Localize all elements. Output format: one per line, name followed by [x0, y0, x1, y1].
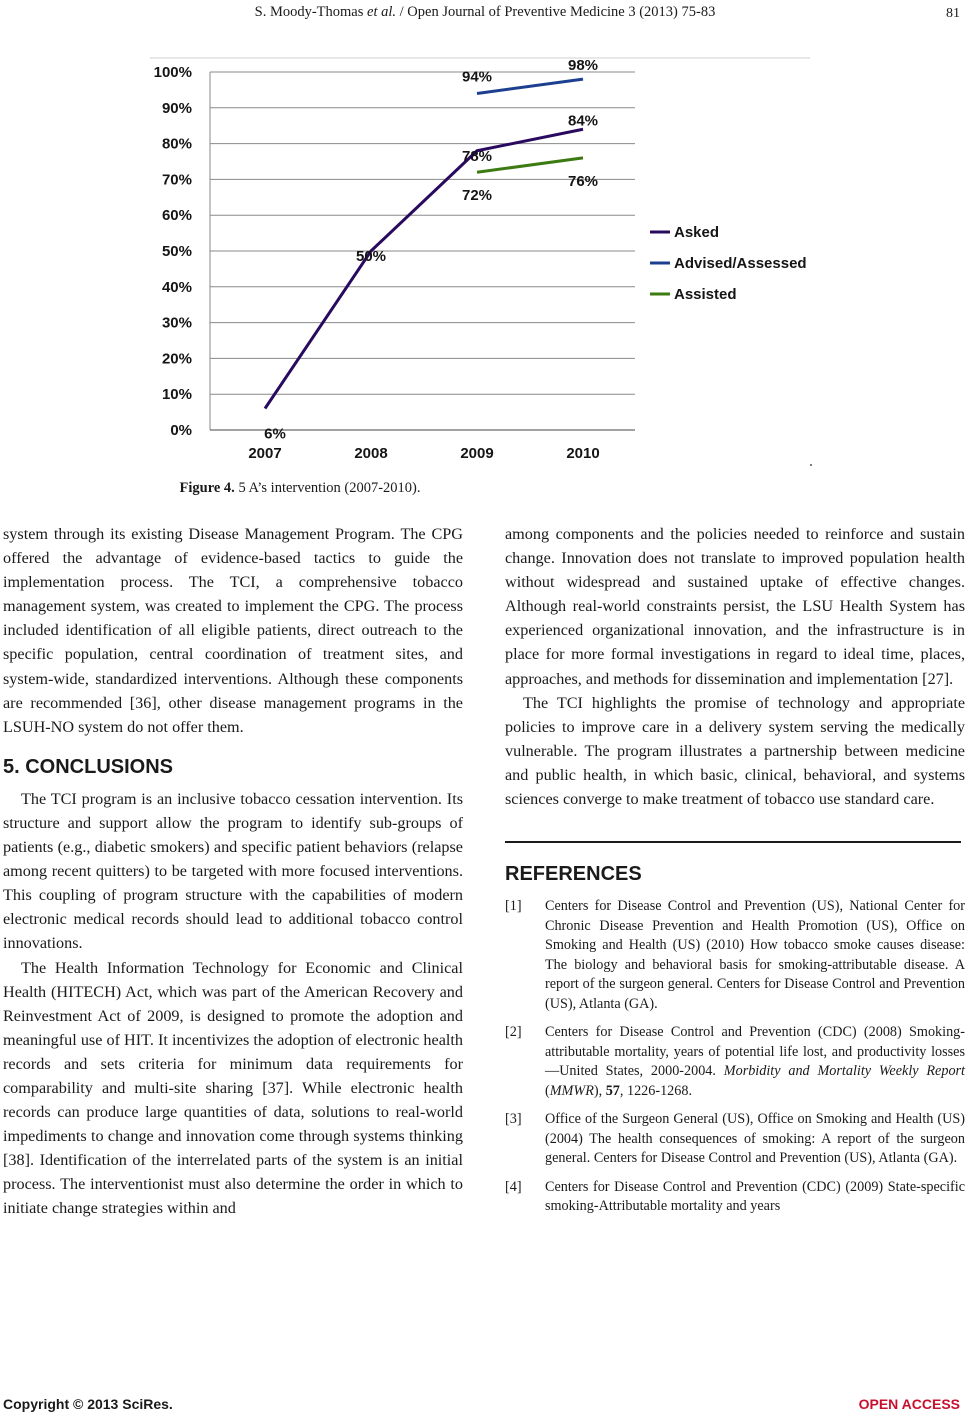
copyright-notice: Copyright © 2013 SciRes.: [3, 1396, 173, 1412]
data-label: 76%: [567, 172, 599, 190]
running-head-journal: / Open Journal of Preventive Medicine 3 (2013) 75-83: [399, 4, 716, 20]
reference-item: [505, 1178, 965, 1217]
series-line: [477, 79, 583, 93]
reference-text: [545, 1023, 965, 1101]
reference-item: [505, 897, 965, 1014]
figure-caption: [0, 480, 600, 497]
y-tick-label: 80%: [161, 135, 192, 153]
right-column: [505, 522, 965, 1226]
reference-text-part: ),: [593, 1082, 606, 1099]
data-label: 72%: [461, 187, 493, 205]
reference-number: [3]: [505, 1111, 522, 1128]
y-tick-label: 100%: [153, 64, 192, 81]
reference-number: [1]: [505, 898, 522, 915]
left-paragraph-3: The Health Information Technology for Economic and Clinical Health (HITECH) Act, which was part of the American Recovery and Reinvestment Act of 2009, is designed to promote the adoption and meaningful use of HIT. It incentivizes the adoption of electronic health records and sets criteria for minimum data requirements for comparability and multi-site sharing [37]. While electronic health records can produce large quantities of data, solutions to real-world impediments to change and innovation come through systems thinking [38]. Identification of the interrelated parts of the system is an initial process. The interventionist must also determine the order in which to initiate change strategies within and: [3, 958, 463, 1218]
figure-label: Figure 4.: [179, 480, 235, 496]
reference-number: [2]: [505, 1024, 522, 1041]
x-tick-label: 2007: [248, 445, 282, 462]
reference-number: [4]: [505, 1178, 522, 1195]
reference-text-part: Centers for Disease Control and Prevention (CDC) (2008) Smoking-attributable mortality, years of potential life lost, and productivity losses—United States, 2000-2004.: [545, 1024, 965, 1080]
left-paragraph-2: The TCI program is an inclusive tobacco cessation intervention. Its structure and support allow the program to identify sub-groups of patients (e.g., diabetic smokers) and specific patient behaviors (relapse among recent quitters) to be targeted with more focused interventions. This coupling of program structure with the capabilities of modern electronic medical records should lead to additional tobacco control innovations.: [3, 789, 463, 953]
data-label: 84%: [567, 112, 599, 130]
y-tick-label: 90%: [161, 99, 192, 117]
legend-label: Advised/Assessed: [674, 255, 807, 272]
reference-pages: , 1226-1268.: [619, 1082, 692, 1099]
reference-item: [505, 1023, 965, 1101]
open-access-label: OPEN ACCESS: [858, 1396, 960, 1412]
y-tick-label: 50%: [161, 243, 192, 260]
legend-label: Asked: [674, 224, 720, 241]
page-footer: [0, 1396, 970, 1416]
reference-item: [505, 1110, 965, 1169]
data-label: 50%: [355, 248, 387, 265]
y-tick-label: 70%: [161, 171, 192, 189]
y-tick-label: 20%: [161, 350, 192, 368]
y-tick-label: 10%: [161, 386, 192, 404]
x-tick-label: 2008: [354, 445, 388, 462]
data-label: 6%: [264, 425, 286, 443]
right-paragraph-1: among components and the policies needed to reinforce and sustain change. Innovation does not translate to improved population health without widespread and sustained uptake of effective changes. Although real-world constraints persist, the LSU Health System has experienced organizational innovation, and the infrastructure is in place for more formal investigations in regard to ideal time, places, approaches, and methods for dissemination and implementation [27].: [505, 525, 965, 688]
y-tick-label: 0%: [170, 422, 192, 439]
data-label: 98%: [567, 57, 599, 75]
reference-journal: Morbidity and Mortality Weekly Report: [723, 1063, 966, 1080]
x-tick-label: 2009: [460, 445, 494, 462]
running-head-et-al: et al.: [367, 4, 397, 20]
reference-journal-abbr: MMWR: [549, 1082, 594, 1099]
y-tick-label: 30%: [161, 314, 192, 332]
reference-text: Centers for Disease Control and Prevention (US), National Center for Chronic Disease Prevention and Health Promotion (US), Office on Smoking and Health (US) (2010) How tobacco smoke causes disease: The biology and behavioral basis for smoking-attributable disease. A report of the surgeon general. Centers for Disease Control and Prevention (US), Atlanta (GA).: [545, 898, 965, 1012]
section-title-conclusions: 5. CONCLUSIONS: [3, 755, 174, 778]
running-head-authors: S. Moody-Thomas: [254, 4, 364, 20]
series-line: [477, 158, 583, 172]
data-label: 78%: [461, 147, 493, 165]
left-column: [3, 522, 463, 1221]
reference-text: Centers for Disease Control and Prevention (CDC) (2009) State-specific smoking-Attributable mortality and years: [545, 1178, 965, 1215]
references-title: REFERENCES: [505, 863, 642, 886]
x-tick-label: 2010: [566, 445, 600, 462]
legend-label: Assisted: [674, 286, 737, 303]
line-chart: [140, 48, 820, 476]
figure-caption-text: 5 A’s intervention (2007-2010).: [238, 480, 421, 496]
reference-text-part: (: [545, 1082, 550, 1099]
data-label: 94%: [461, 68, 493, 86]
reference-volume: 57: [605, 1082, 620, 1099]
references-divider: [505, 841, 961, 843]
y-tick-label: 60%: [161, 207, 192, 225]
page-number: 81: [946, 6, 960, 21]
series-line: [265, 129, 583, 408]
right-paragraph-2: The TCI highlights the promise of technology and appropriate policies to improve care in a delivery system serving the medically vulnerable. The program illustrates a partnership between medicine and public health, in which basic, clinical, behavioral, and systems sciences converge to make treatment of tobacco use standard care.: [505, 693, 965, 809]
y-tick-label: 40%: [161, 278, 192, 296]
reference-text: Office of the Surgeon General (US), Office on Smoking and Health (US) (2004) The health consequences of smoking: A report of the surgeon general. Centers for Disease Control and Prevention (US), Atlanta (GA).: [545, 1111, 965, 1167]
running-header: [0, 2, 970, 28]
running-head: [0, 4, 970, 21]
chart-corner-mark: [810, 464, 812, 466]
figure-4-chart: [140, 48, 820, 476]
left-paragraph-1: system through its existing Disease Management Program. The CPG offered the advantage of evidence-based tactics to guide the implementation process. The TCI, a comprehensive tobacco management system, was created to implement the CPG. The process included identification of all eligible patients, direct outreach to the specific population, central coordination of treatment sites, and system-wide, standardized interventions. Although these components are recommended [36], other disease management programs in the LSUH-NO system do not offer them.: [3, 525, 463, 736]
